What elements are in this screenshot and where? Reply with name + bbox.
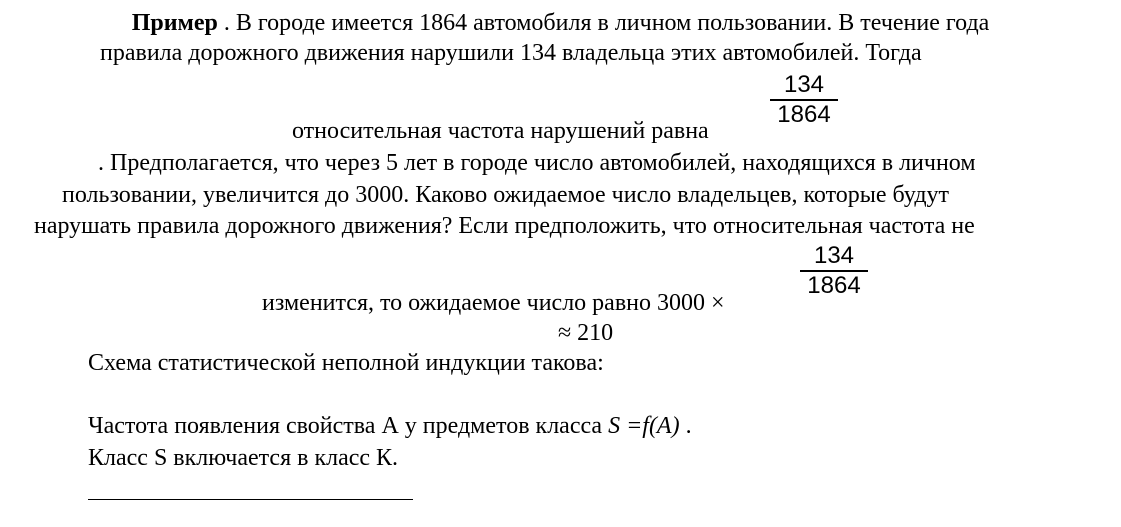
- approx-result: ≈ 210: [558, 320, 614, 346]
- fraction-2-denominator: 1864: [807, 272, 861, 299]
- schema-premise-2: Класс S включается в класс К.: [88, 445, 399, 471]
- footnote-separator: [88, 499, 413, 500]
- paragraph-line-4: . Предполагается, что через 5 лет в городе число автомобилей, находящихся в личном: [98, 150, 976, 176]
- paragraph-line-5: пользовании, увеличится до 3000. Каково ожидаемое число владельцев, которые будут: [62, 182, 950, 208]
- schema-premise-1: [88, 411, 692, 441]
- fraction-2: [800, 242, 868, 300]
- example-label: Пример: [131, 10, 218, 36]
- premise-1-suffix: .: [679, 413, 692, 439]
- fraction-1-denominator: 1864: [777, 101, 831, 128]
- premise-1-prefix: Частота появления свойства А у предметов класса: [88, 413, 609, 439]
- paragraph-line-6: нарушать правила дорожного движения? Если предположить, что относительная частота не: [34, 213, 975, 239]
- paragraph-line-7: изменится, то ожидаемое число равно 3000 ×: [262, 290, 725, 316]
- paragraph-line-2: правила дорожного движения нарушили 134 владельца этих автомобилей. Тогда: [100, 40, 922, 66]
- fraction-1-numerator: 134: [783, 71, 825, 98]
- paragraph-line-3: относительная частота нарушений равна: [292, 118, 709, 144]
- schema-title: Схема статистической неполной индукции такова:: [88, 350, 604, 376]
- paragraph-line-1: [0, 8, 1121, 38]
- line1-text: . В городе имеется 1864 автомобиля в личном пользовании. В течение года: [217, 10, 990, 36]
- fraction-2-numerator: 134: [813, 242, 855, 269]
- premise-1-formula: S =f(A): [608, 413, 680, 439]
- fraction-1: [770, 71, 838, 129]
